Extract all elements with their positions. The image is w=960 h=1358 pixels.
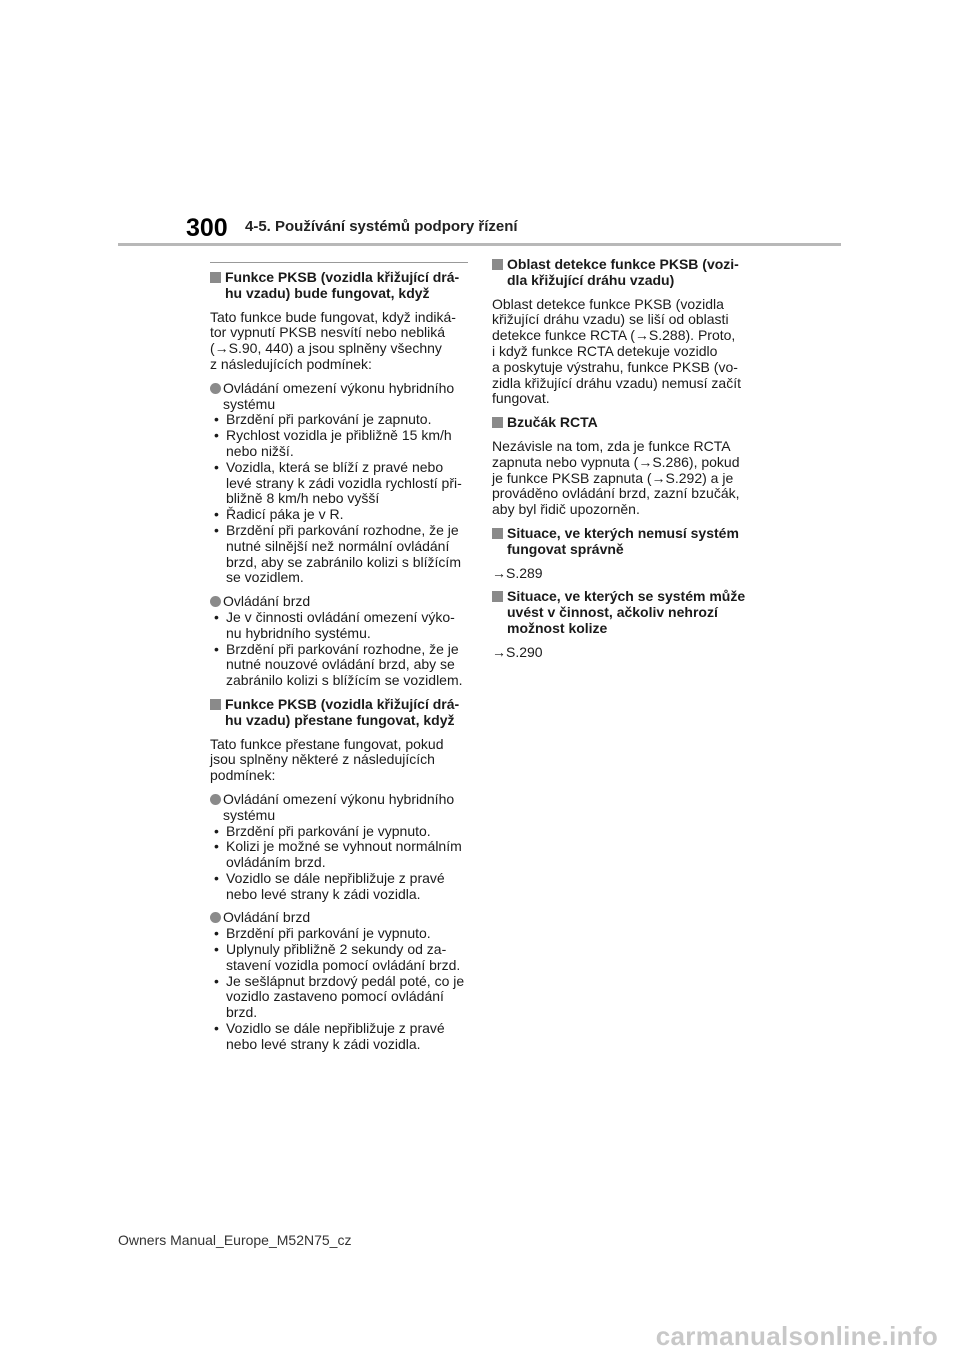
group-heading: Ovládání brzd (210, 910, 468, 926)
square-bullet-icon (492, 417, 503, 428)
list-item: • Brzdění při parkování je vypnuto. (214, 925, 431, 942)
list-item: • Kolizi je možné se vyhnout normálním ovládáním brzd. (214, 838, 462, 871)
condition-group (210, 594, 468, 689)
page-reference: →S.290 (492, 643, 543, 660)
circle-bullet-icon (210, 794, 221, 805)
circle-bullet-icon (210, 912, 221, 923)
section-heading: Funkce PKSB (vozidla křižující drá- hu vzadu) bude fungovat, když (210, 270, 468, 302)
square-bullet-icon (492, 591, 503, 602)
page-reference: →S.289 (492, 564, 543, 581)
section-heading: Bzučák RCTA (492, 415, 750, 431)
watermark: carmanualsonline.info (655, 1321, 938, 1351)
section-heading: Funkce PKSB (vozidla křižující drá- hu vzadu) přestane fungovat, když (210, 697, 468, 729)
header-rule (118, 243, 841, 246)
list-item: • Brzdění při parkování rozhodne, že je nutné silnější než normální ovládání brzd, aby se zabránilo kolizi s blížícím se vozidlem. (214, 521, 461, 586)
condition-group (210, 381, 468, 586)
column-top-rule (210, 262, 468, 263)
section-intro: Tato funkce přestane fungovat, pokud jsou splněny některé z následujících podmínek: (210, 735, 444, 784)
section-heading: Situace, ve kterých se systém může uvést v činnost, ačkoliv nehrozí možnost kolize (492, 589, 750, 636)
condition-group (210, 792, 468, 903)
section-heading: Oblast detekce funkce PKSB (vozi- dla křižující dráhu vzadu) (492, 257, 750, 289)
section-intro: Tato funkce bude fungovat, když indiká- tor vypnutí PKSB nesvítí nebo nebliká (→S.90, 440) a jsou splněny všechny z následujících podmínek: (210, 308, 456, 372)
right-column (492, 257, 750, 669)
page-number: 300 (186, 214, 228, 242)
list-item: • Uplynuly přibližně 2 sekundy od za- stavení vozidla pomocí ovládání brzd. (214, 941, 461, 973)
list-item: • Vozidla, která se blíží z pravé nebo levé strany k zádi vozidla rychlostí při- bližně 8 km/h nebo vyšší (214, 458, 462, 507)
list-item: • Brzdění při parkování rozhodne, že je nutné nouzové ovládání brzd, aby se zabránilo kolizi s blížícím se vozidlem. (214, 640, 463, 689)
chapter-title: 4-5. Používání systémů podpory řízení (245, 218, 518, 235)
square-bullet-icon (492, 528, 503, 539)
list-item: • Vozidlo se dále nepřibližuje z pravé nebo levé strany k zádi vozidla. (214, 869, 445, 902)
group-heading: Ovládání brzd (210, 594, 468, 610)
square-bullet-icon (210, 699, 221, 710)
section-body: Nezávisle na tom, zda je funkce RCTA zapnuta nebo vypnuta (→S.286), pokud je funkce PKSB zapnuta (→S.292) a je prováděno ovládání brzd, zazní bzučák, aby byl řidič upozorněn. (492, 437, 740, 518)
circle-bullet-icon (210, 596, 221, 607)
section-body: Oblast detekce funkce PKSB (vozidla křižující dráhu vzadu) se liší od oblasti detekce funkce RCTA (→S.288). Proto, i když funkce RCTA detekuje vozidlo a poskytuje výstrahu, funkce PKSB (vo- zidla křižující dráhu vzadu) nemusí začít fungovat. (492, 295, 741, 407)
section-heading: Situace, ve kterých nemusí systém fungovat správně (492, 526, 750, 558)
group-heading: Ovládání omezení výkonu hybridního systému (210, 381, 468, 413)
footer-label: Owners Manual_Europe_M52N75_cz (118, 1232, 352, 1248)
group-heading: Ovládání omezení výkonu hybridního systému (210, 792, 468, 824)
circle-bullet-icon (210, 383, 221, 394)
left-column (210, 270, 468, 1061)
square-bullet-icon (492, 259, 503, 270)
condition-group (210, 910, 468, 1052)
square-bullet-icon (210, 272, 221, 283)
list-item: • Je sešlápnut brzdový pedál poté, co je vozidlo zastaveno pomocí ovládání brzd. (214, 972, 465, 1021)
list-item: • Je v činnosti ovládání omezení výko- nu hybridního systému. (214, 608, 455, 641)
list-item: • Řadicí páka je v R. (214, 506, 344, 523)
list-item: • Brzdění při parkování je zapnuto. (214, 411, 432, 428)
list-item: • Vozidlo se dále nepřibližuje z pravé nebo levé strany k zádi vozidla. (214, 1020, 445, 1052)
list-item: • Rychlost vozidla je přibližně 15 km/h nebo nižší. (214, 427, 452, 459)
list-item: • Brzdění při parkování je vypnuto. (214, 822, 431, 839)
